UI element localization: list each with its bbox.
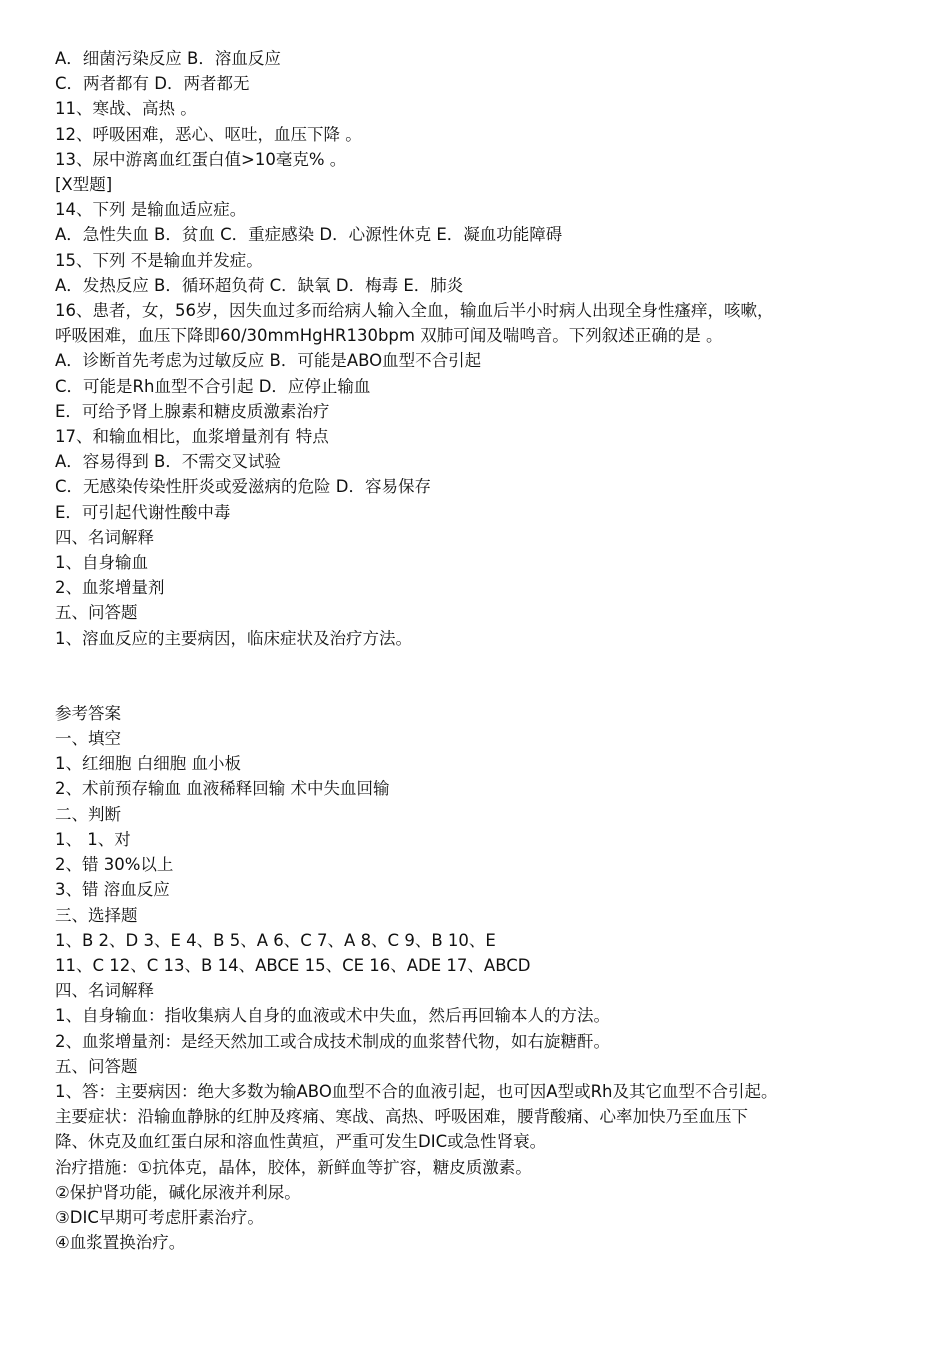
text-line: 1、自身输血 [55,553,148,573]
section-heading: [X型题] [55,175,113,195]
section-heading: 三、选择题 [55,905,138,925]
text-line: E．可给予肾上腺素和糖皮质激素治疗 [55,401,330,421]
text-line: A．容易得到 B．不需交叉试验 [55,452,281,472]
text-line: 降、休克及血红蛋白尿和溶血性黄疸，严重可发生DIC或急性肾衰。 [55,1132,547,1152]
section-heading: 一、填空 [55,729,121,749]
section-heading: 二、判断 [55,804,121,824]
text-line: 2、错 30%以上 [55,855,174,875]
answers-section [55,701,935,1255]
text-line: 2、血浆增量剂 [55,578,165,598]
text-line: 17、和输血相比，血浆增量剂有 特点 [55,427,329,447]
text-line: 15、下列 不是输血并发症。 [55,250,263,270]
section-spacer [55,651,935,701]
text-line: 3、错 溶血反应 [55,880,170,900]
text-line: 12、呼吸困难，恶心、呕吐，血压下降 。 [55,124,362,144]
text-line: 11、寒战、高热 。 [55,99,197,119]
text-line: 治疗措施：①抗体克，晶体，胶体，新鲜血等扩容，糖皮质激素。 [55,1157,532,1177]
text-line: 1、溶血反应的主要病因，临床症状及治疗方法。 [55,628,412,648]
text-line: 11、C 12、C 13、B 14、ABCE 15、CE 16、ADE 17、ABCD [55,955,531,975]
text-line: 13、尿中游离血红蛋白值>10毫克% 。 [55,149,347,169]
text-line: A．细菌污染反应 B．溶血反应 [55,49,281,68]
document-page [55,46,935,1255]
text-line: E．可引起代谢性酸中毒 [55,502,231,522]
text-line: 1、B 2、D 3、E 4、B 5、A 6、C 7、A 8、C 9、B 10、E [55,930,496,950]
text-line: 14、下列 是输血适应症。 [55,200,247,220]
text-line: ④血浆置换治疗。 [55,1233,186,1253]
questions-section [55,46,935,651]
text-line: 呼吸困难，血压下降即60/30mmHgHR130bpm 双肺可闻及喘鸣音。下列叙述正确的是 。 [55,326,723,346]
text-line: 2、血浆增量剂：是经天然加工或合成技术制成的血浆替代物，如右旋糖酐。 [55,1031,610,1051]
text-line: 主要症状：沿输血静脉的红肿及疼痛、寒战、高热、呼吸困难，腰背酸痛、心率加快乃至血压下 [55,1107,748,1127]
text-line: 16、患者，女，56岁，因失血过多而给病人输入全血，输血后半小时病人出现全身性瘙痒，咳嗽， [55,301,774,321]
answers-title: 参考答案 [55,703,121,723]
section-heading: 四、名词解释 [55,527,154,547]
text-line: C．两者都有 D．两者都无 [55,74,250,94]
text-line: A．急性失血 B．贫血 C．重症感染 D．心源性休克 E．凝血功能障碍 [55,225,563,245]
text-line: 1、自身输血：指收集病人自身的血液或术中失血，然后再回输本人的方法。 [55,1006,610,1026]
section-heading: 五、问答题 [55,603,138,623]
text-line: ②保护肾功能，碱化尿液并利尿。 [55,1182,301,1202]
section-heading: 五、问答题 [55,1056,138,1076]
text-line: A．诊断首先考虑为过敏反应 B．可能是ABO血型不合引起 [55,351,482,371]
text-line: ③DIC早期可考虑肝素治疗。 [55,1207,264,1227]
text-line: C．可能是Rh血型不合引起 D．应停止输血 [55,376,371,396]
text-line: 1、 1、对 [55,829,131,849]
text-line: C．无感染传染性肝炎或爱滋病的危险 D．容易保存 [55,477,431,497]
text-line: A．发热反应 B．循环超负荷 C．缺氧 D．梅毒 E．肺炎 [55,275,464,295]
text-line: 2、术前预存输血 血液稀释回输 术中失血回输 [55,779,390,799]
text-line: 1、答：主要病因：绝大多数为输ABO血型不合的血液引起，也可因A型或Rh及其它血型不合引起。 [55,1081,778,1101]
text-line: 1、红细胞 白细胞 血小板 [55,754,241,774]
section-heading: 四、名词解释 [55,981,154,1001]
